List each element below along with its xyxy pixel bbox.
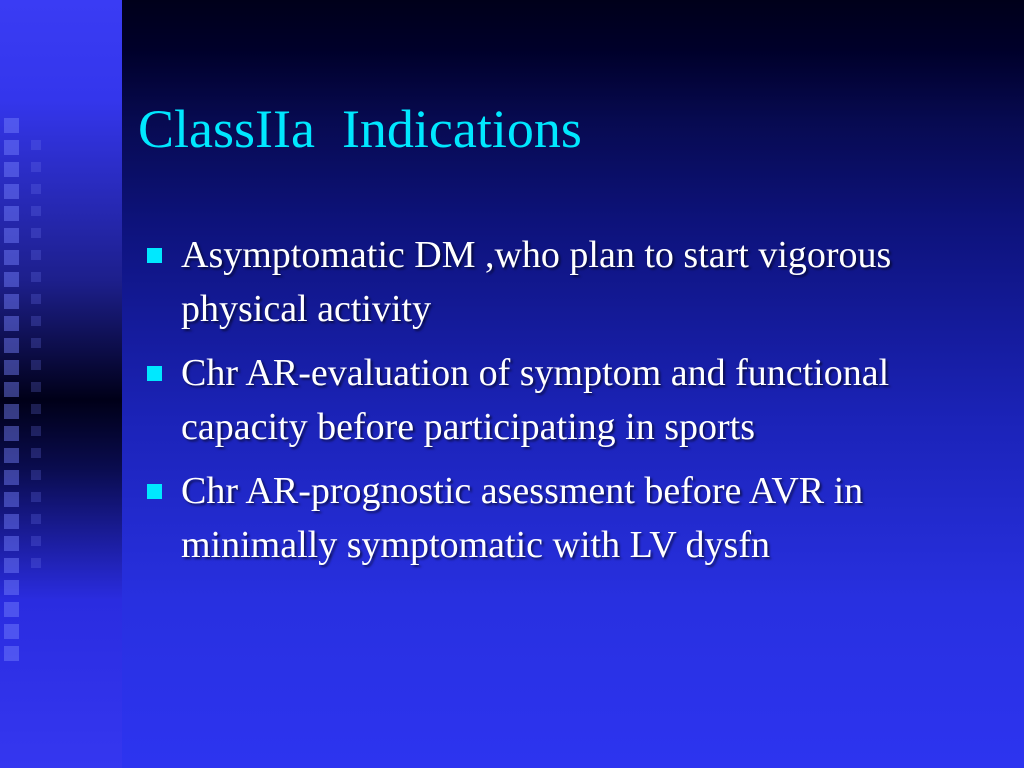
bullet-text: Asymptomatic DM ,who plan to start vigorous physical activity: [181, 234, 892, 330]
bullet-text: Chr AR-prognostic asessment before AVR in minimally symptomatic with LV dysfn: [181, 470, 864, 566]
decorative-squares: [4, 118, 32, 661]
slide-title: ClassIIa Indications: [138, 99, 582, 159]
square-bullet-icon: [147, 248, 162, 263]
decorative-squares-secondary: [31, 140, 51, 568]
left-decorative-band: [0, 0, 122, 768]
square-bullet-icon: [147, 484, 162, 499]
bullet-text: Chr AR-evaluation of symptom and functional capacity before participating in sports: [181, 352, 890, 448]
square-bullet-icon: [147, 366, 162, 381]
bullet-item: [145, 346, 965, 454]
bullet-list: [145, 228, 965, 582]
bullet-item: [145, 228, 965, 336]
bullet-item: [145, 464, 965, 572]
